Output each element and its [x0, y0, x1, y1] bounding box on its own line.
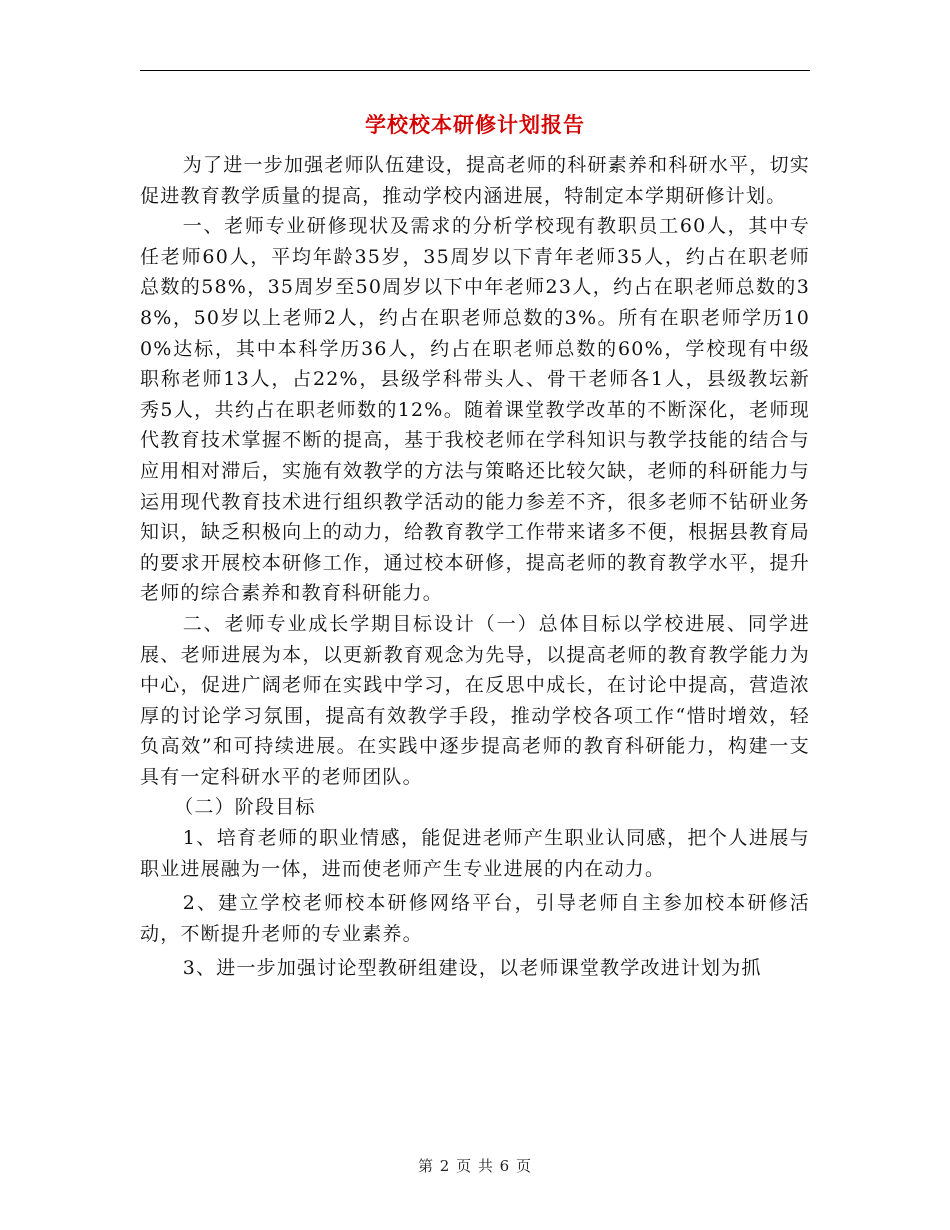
paragraph-section-one: 一、老师专业研修现状及需求的分析学校现有教职员工60人，其中专任老师60人，平均年龄35岁，35周岁以下青年老师35人，约占在职老师总数的58%，35周岁至50周岁以下中年老师23人，约占在职老师总数的38%，50岁以上老师2人，约占在职老师总数的3%。所有在职老师学历100%达标，其中本科学历36人，约占在职老师总数的60%，学校现有中级职称老师13人，占22%，县级学科带头人、骨干老师各1人，县级教坛新秀5人，共约占在职老师数的12%。随着课堂教学改革的不断深化，老师现代教育技术掌握不断的提高，基于我校老师在学科知识与教学技能的结合与应用相对滞后，实施有效教学的方法与策略还比较欠缺，老师的科研能力与运用现代教育技术进行组织教学活动的能力参差不齐，很多老师不钻研业务知识，缺乏积极向上的动力，给教育教学工作带来诸多不便，根据县教育局的要求开展校本研修工作，通过校本研修，提高老师的教育教学水平，提升老师的综合素养和教育科研能力。 [140, 215, 810, 605]
paragraph-stage-goals-heading: （二）阶段目标 [174, 796, 316, 819]
document-body [140, 150, 810, 984]
paragraph-goal-1: 1、培育老师的职业情感，能促进老师产生职业认同感，把个人进展与职业进展融为一体，进而使老师产生专业进展的内在动力。 [140, 827, 810, 880]
document-title: 学校校本研修计划报告 [365, 112, 585, 137]
page-number-footer: 第 2 页 共 6 页 [418, 1157, 532, 1175]
paragraph-section-two: 二、老师专业成长学期目标设计（一）总体目标以学校进展、同学进展、老师进展为本，以更新教育观念为先导，以提高老师的教育教学能力为中心，促进广阔老师在实践中学习，在反思中成长，在讨论中提高，营造浓厚的讨论学习氛围，提高有效教学手段，推动学校各项工作“惜时增效，轻负高效”和可持续进展。在实践中逐步提高老师的教育科研能力，构建一支具有一定科研水平的老师团队。 [140, 612, 810, 788]
paragraph-goal-2: 2、建立学校老师校本研修网络平台，引导老师自主参加校本研修活动，不断提升老师的专业素养。 [140, 892, 810, 945]
paragraph-goal-3: 3、进一步加强讨论型教研组建设，以老师课堂教学改进计划为抓 [182, 957, 762, 980]
paragraph-intro: 为了进一步加强老师队伍建设，提高老师的科研素养和科研水平，切实促进教育教学质量的提高，推动学校内涵进展，特制定本学期研修计划。 [140, 154, 810, 207]
header-rule [140, 70, 810, 71]
